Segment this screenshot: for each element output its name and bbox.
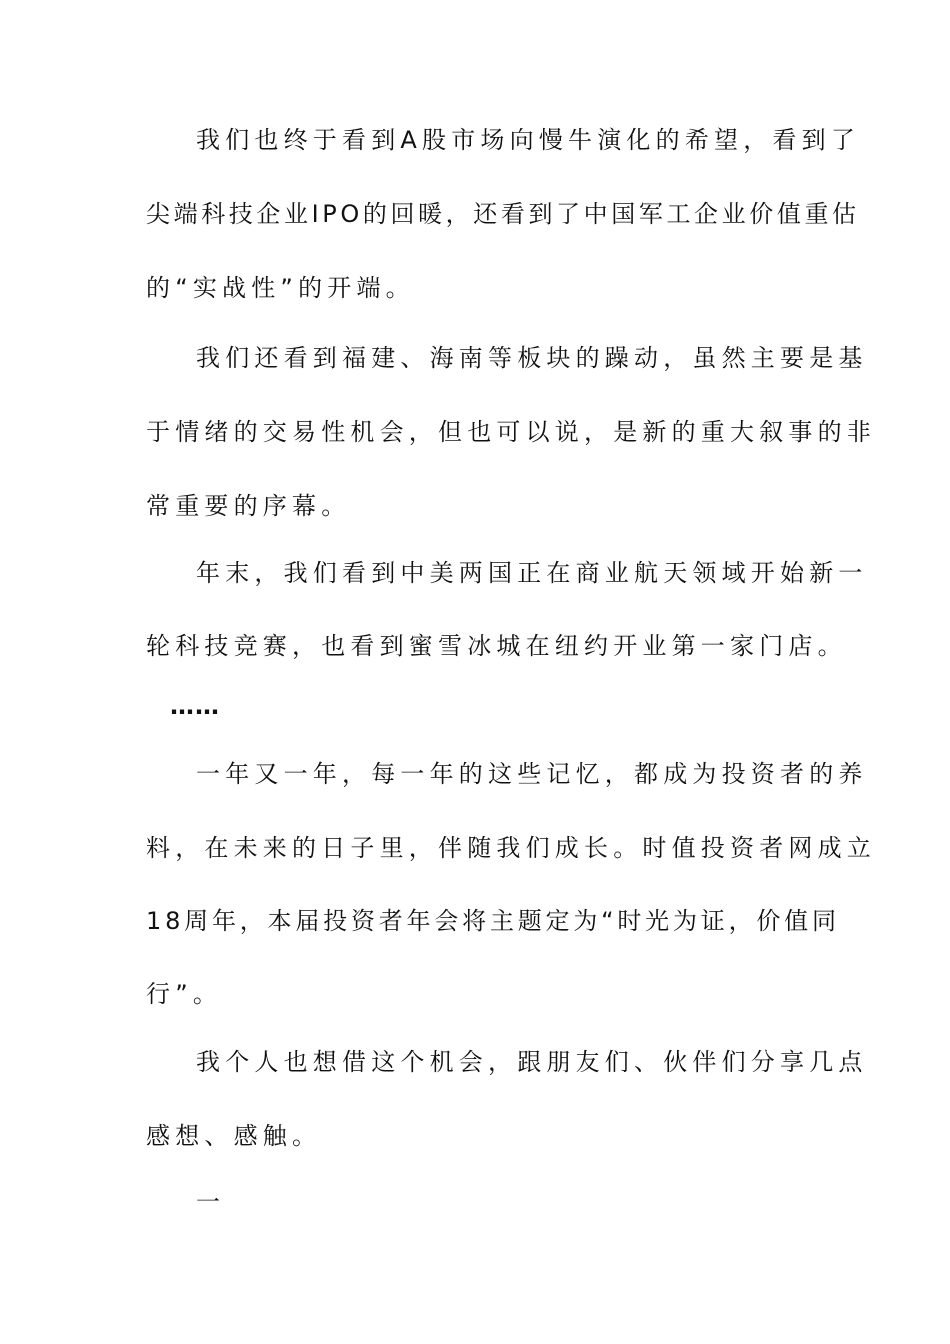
- paragraph-5-line-1: 我个人也想借这个机会，跟朋友们、伙伴们分享几点: [196, 1048, 868, 1076]
- paragraph-4-line-2: 料，在未来的日子里，伴随我们成长。时值投资者网成立: [146, 834, 876, 862]
- paragraph-3-line-1: 年末，我们看到中美两国正在商业航天领域开始新一: [196, 559, 868, 587]
- paragraph-2-line-2: 于情绪的交易性机会，但也可以说，是新的重大叙事的非: [146, 418, 876, 446]
- ellipsis-line: ……: [170, 692, 220, 720]
- paragraph-2-line-3: 常重要的序幕。: [146, 492, 351, 520]
- section-heading-one: 一: [196, 1188, 223, 1216]
- paragraph-5-line-2: 感想、感触。: [146, 1122, 322, 1150]
- paragraph-3-line-2: 轮科技竞赛，也看到蜜雪冰城在纽约开业第一家门店。: [146, 632, 847, 660]
- paragraph-1-line-1: 我们也终于看到A股市场向慢牛演化的希望，看到了: [196, 126, 861, 154]
- paragraph-4-line-4: 行”。: [146, 980, 223, 1008]
- paragraph-1-line-2: 尖端科技企业IPO的回暖，还看到了中国军工企业价值重估: [146, 200, 860, 228]
- paragraph-1-line-3: 的“实战性”的开端。: [146, 274, 415, 302]
- paragraph-2-line-1: 我们还看到福建、海南等板块的躁动，虽然主要是基: [196, 344, 868, 372]
- paragraph-4-line-3: 18周年，本届投资者年会将主题定为“时光为证，价值同: [146, 907, 840, 935]
- paragraph-4-line-1: 一年又一年，每一年的这些记忆，都成为投资者的养: [196, 760, 868, 788]
